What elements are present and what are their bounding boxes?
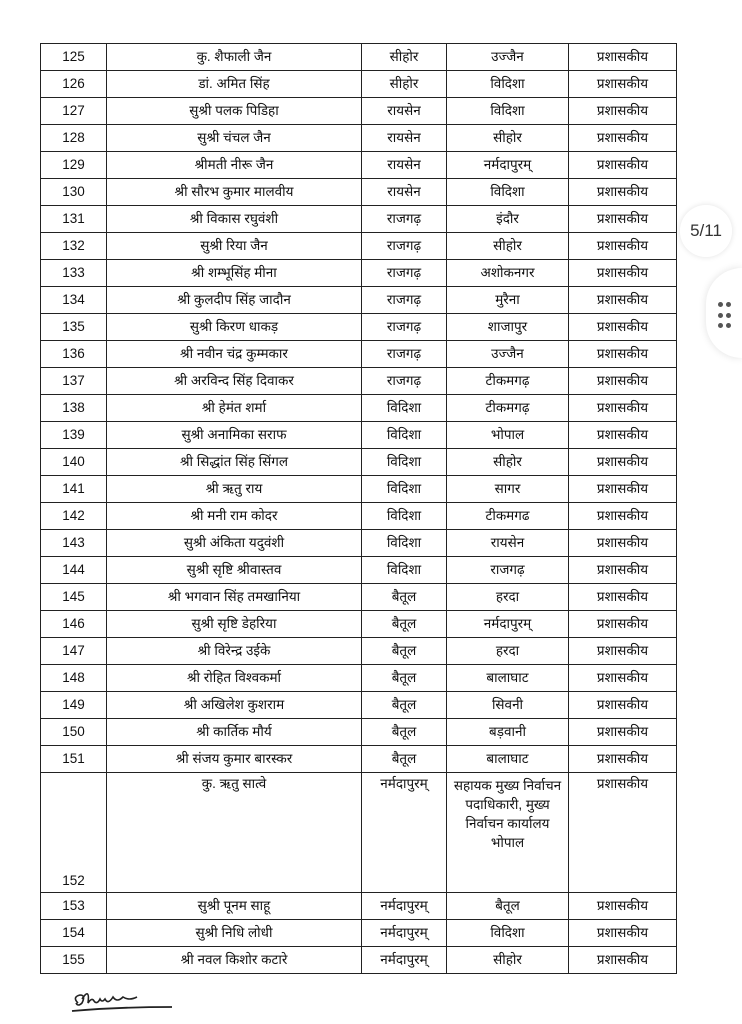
page-indicator: 5/11 xyxy=(680,205,732,257)
serial-number: 145 xyxy=(41,584,107,611)
current-district: रायसेन xyxy=(362,98,447,125)
current-district: विदिशा xyxy=(362,422,447,449)
serial-number: 138 xyxy=(41,395,107,422)
employee-name: सुश्री अनामिका सराफ xyxy=(107,422,362,449)
serial-number: 130 xyxy=(41,179,107,206)
transfer-district: रायसेन xyxy=(447,530,569,557)
current-district: विदिशा xyxy=(362,476,447,503)
serial-number: 151 xyxy=(41,746,107,773)
transfer-district: नर्मदापुरम् xyxy=(447,611,569,638)
table-row xyxy=(41,530,677,557)
employee-name: श्री कार्तिक मौर्य xyxy=(107,719,362,746)
employee-name: श्री सौरभ कुमार मालवीय xyxy=(107,179,362,206)
transfer-district: सीहोर xyxy=(447,233,569,260)
serial-number: 153 xyxy=(41,893,107,920)
transfer-type: प्रशासकीय xyxy=(569,233,677,260)
serial-number: 125 xyxy=(41,44,107,71)
current-district: रायसेन xyxy=(362,179,447,206)
drag-dots-icon[interactable] xyxy=(718,302,732,330)
table-row xyxy=(41,665,677,692)
transfer-type: प्रशासकीय xyxy=(569,584,677,611)
current-district: राजगढ़ xyxy=(362,260,447,287)
signature xyxy=(68,985,176,1015)
transfer-district: विदिशा xyxy=(447,98,569,125)
table-row xyxy=(41,947,677,974)
employee-name: सुश्री पूनम साहू xyxy=(107,893,362,920)
current-district: नर्मदापुरम् xyxy=(362,893,447,920)
current-district: बैतूल xyxy=(362,746,447,773)
serial-number: 133 xyxy=(41,260,107,287)
transfer-type: प्रशासकीय xyxy=(569,638,677,665)
transfer-district: उज्जैन xyxy=(447,44,569,71)
transfer-district: टीकमगढ xyxy=(447,503,569,530)
current-district: नर्मदापुरम् xyxy=(362,773,447,893)
serial-number: 135 xyxy=(41,314,107,341)
serial-number: 128 xyxy=(41,125,107,152)
transfer-type: प्रशासकीय xyxy=(569,260,677,287)
transfer-type: प्रशासकीय xyxy=(569,503,677,530)
table-row xyxy=(41,611,677,638)
table-row xyxy=(41,395,677,422)
serial-number: 141 xyxy=(41,476,107,503)
transfer-district: विदिशा xyxy=(447,179,569,206)
serial-number: 148 xyxy=(41,665,107,692)
transfer-district: इंदौर xyxy=(447,206,569,233)
table-row xyxy=(41,260,677,287)
table-row xyxy=(41,584,677,611)
transfer-district: बड़वानी xyxy=(447,719,569,746)
transfer-type: प्रशासकीय xyxy=(569,179,677,206)
current-district: सीहोर xyxy=(362,44,447,71)
current-district: विदिशा xyxy=(362,449,447,476)
transfer-type: प्रशासकीय xyxy=(569,692,677,719)
table-row xyxy=(41,773,677,893)
current-district: राजगढ़ xyxy=(362,206,447,233)
table-row xyxy=(41,692,677,719)
serial-number: 129 xyxy=(41,152,107,179)
transfer-type: प्रशासकीय xyxy=(569,530,677,557)
current-district: बैतूल xyxy=(362,584,447,611)
serial-number: 144 xyxy=(41,557,107,584)
table-row xyxy=(41,557,677,584)
transfer-type: प्रशासकीय xyxy=(569,98,677,125)
transfer-type: प्रशासकीय xyxy=(569,773,677,893)
employee-name: कु. शैफाली जैन xyxy=(107,44,362,71)
employee-name: श्री अरविन्द सिंह दिवाकर xyxy=(107,368,362,395)
current-district: बैतूल xyxy=(362,692,447,719)
transfer-type: प्रशासकीय xyxy=(569,947,677,974)
employee-name: श्री कुलदीप सिंह जादौन xyxy=(107,287,362,314)
serial-number: 147 xyxy=(41,638,107,665)
table-row xyxy=(41,503,677,530)
transfer-district: उज्जैन xyxy=(447,341,569,368)
serial-number: 150 xyxy=(41,719,107,746)
employee-name: श्री शम्भूसिंह मीना xyxy=(107,260,362,287)
serial-number: 154 xyxy=(41,920,107,947)
employee-name: श्री नवीन चंद्र कुम्मकार xyxy=(107,341,362,368)
transfer-type: प्रशासकीय xyxy=(569,719,677,746)
transfer-type: प्रशासकीय xyxy=(569,368,677,395)
transfer-type: प्रशासकीय xyxy=(569,287,677,314)
transfer-type: प्रशासकीय xyxy=(569,611,677,638)
serial-number: 142 xyxy=(41,503,107,530)
table-row xyxy=(41,920,677,947)
transfer-district: बालाघाट xyxy=(447,746,569,773)
table-row xyxy=(41,179,677,206)
serial-number: 134 xyxy=(41,287,107,314)
serial-number: 139 xyxy=(41,422,107,449)
table-row xyxy=(41,476,677,503)
current-district: बैतूल xyxy=(362,611,447,638)
serial-number: 146 xyxy=(41,611,107,638)
transfer-district: बालाघाट xyxy=(447,665,569,692)
employee-name: सुश्री चंचल जैन xyxy=(107,125,362,152)
transfer-district: सीहोर xyxy=(447,947,569,974)
serial-number: 143 xyxy=(41,530,107,557)
transfer-district: शाजापुर xyxy=(447,314,569,341)
current-district: विदिशा xyxy=(362,503,447,530)
current-district: नर्मदापुरम् xyxy=(362,947,447,974)
transfer-type: प्रशासकीय xyxy=(569,422,677,449)
transfer-district: सीहोर xyxy=(447,449,569,476)
serial-number: 131 xyxy=(41,206,107,233)
employee-name: सुश्री सृष्टि श्रीवास्तव xyxy=(107,557,362,584)
employee-name: श्री अखिलेश कुशराम xyxy=(107,692,362,719)
employee-name: सुश्री सृष्टि डेहरिया xyxy=(107,611,362,638)
transfer-district: अशोकनगर xyxy=(447,260,569,287)
serial-number: 149 xyxy=(41,692,107,719)
current-district: राजगढ़ xyxy=(362,314,447,341)
current-district: बैतूल xyxy=(362,665,447,692)
transfer-type: प्रशासकीय xyxy=(569,920,677,947)
employee-name: श्री रोहित विश्वकर्मा xyxy=(107,665,362,692)
employee-name: श्री ऋतु राय xyxy=(107,476,362,503)
transfer-type: प्रशासकीय xyxy=(569,71,677,98)
table-row xyxy=(41,893,677,920)
transfer-type: प्रशासकीय xyxy=(569,206,677,233)
transfer-type: प्रशासकीय xyxy=(569,341,677,368)
employee-name: श्री संजय कुमार बारस्कर xyxy=(107,746,362,773)
current-district: नर्मदापुरम् xyxy=(362,920,447,947)
table-row xyxy=(41,746,677,773)
transfer-type: प्रशासकीय xyxy=(569,44,677,71)
table-row xyxy=(41,287,677,314)
employee-name: श्री विरेन्द्र उईके xyxy=(107,638,362,665)
current-district: विदिशा xyxy=(362,395,447,422)
table-row xyxy=(41,719,677,746)
employee-name: श्री हेमंत शर्मा xyxy=(107,395,362,422)
employee-name: सुश्री रिया जैन xyxy=(107,233,362,260)
transfer-district: सागर xyxy=(447,476,569,503)
current-district: रायसेन xyxy=(362,125,447,152)
transfer-district: हरदा xyxy=(447,584,569,611)
transfer-district: मुरैना xyxy=(447,287,569,314)
table-row xyxy=(41,71,677,98)
current-district: विदिशा xyxy=(362,557,447,584)
transfer-type: प्रशासकीय xyxy=(569,152,677,179)
employee-name: श्री भगवान सिंह तमखानिया xyxy=(107,584,362,611)
transfer-type: प्रशासकीय xyxy=(569,746,677,773)
employee-name: सुश्री पलक पिडिहा xyxy=(107,98,362,125)
transfer-type: प्रशासकीय xyxy=(569,557,677,584)
current-district: बैतूल xyxy=(362,719,447,746)
employee-name: सुश्री अंकिता यदुवंशी xyxy=(107,530,362,557)
table-row xyxy=(41,125,677,152)
employee-name: कु. ऋतु सात्वे xyxy=(107,773,362,893)
employee-name: श्री मनी राम कोदर xyxy=(107,503,362,530)
transfer-table xyxy=(40,43,677,974)
table-row xyxy=(41,44,677,71)
transfer-type: प्रशासकीय xyxy=(569,395,677,422)
table-row xyxy=(41,638,677,665)
transfer-district: सहायक मुख्य निर्वाचन पदाधिकारी, मुख्य निर्वाचन कार्यालय भोपाल xyxy=(447,773,569,893)
table-row xyxy=(41,341,677,368)
transfer-district: बैतूल xyxy=(447,893,569,920)
transfer-type: प्रशासकीय xyxy=(569,125,677,152)
transfer-type: प्रशासकीय xyxy=(569,314,677,341)
transfer-district: भोपाल xyxy=(447,422,569,449)
table-row xyxy=(41,98,677,125)
transfer-district: राजगढ़ xyxy=(447,557,569,584)
serial-number: 155 xyxy=(41,947,107,974)
table-row xyxy=(41,233,677,260)
transfer-type: प्रशासकीय xyxy=(569,476,677,503)
transfer-type: प्रशासकीय xyxy=(569,893,677,920)
transfer-district: नर्मदापुरम् xyxy=(447,152,569,179)
table-row xyxy=(41,152,677,179)
employee-name: सुश्री किरण धाकड़ xyxy=(107,314,362,341)
employee-name: श्री विकास रघुवंशी xyxy=(107,206,362,233)
serial-number: 126 xyxy=(41,71,107,98)
employee-name: श्री नवल किशोर कटारे xyxy=(107,947,362,974)
current-district: राजगढ़ xyxy=(362,341,447,368)
current-district: विदिशा xyxy=(362,530,447,557)
serial-number: 132 xyxy=(41,233,107,260)
table-row xyxy=(41,206,677,233)
transfer-type: प्रशासकीय xyxy=(569,665,677,692)
employee-name: डां. अमित सिंह xyxy=(107,71,362,98)
current-district: सीहोर xyxy=(362,71,447,98)
employee-name: सुश्री निधि लोधी xyxy=(107,920,362,947)
serial-number: 136 xyxy=(41,341,107,368)
serial-number: 152 xyxy=(41,773,107,893)
table-row xyxy=(41,422,677,449)
transfer-district: टीकमगढ़ xyxy=(447,395,569,422)
employee-name: श्री सिद्धांत सिंह सिंगल xyxy=(107,449,362,476)
transfer-district: विदिशा xyxy=(447,920,569,947)
current-district: राजगढ़ xyxy=(362,287,447,314)
transfer-district: सिवनी xyxy=(447,692,569,719)
current-district: बैतूल xyxy=(362,638,447,665)
serial-number: 140 xyxy=(41,449,107,476)
serial-number: 137 xyxy=(41,368,107,395)
employee-name: श्रीमती नीरू जैन xyxy=(107,152,362,179)
transfer-district: हरदा xyxy=(447,638,569,665)
transfer-district: सीहोर xyxy=(447,125,569,152)
serial-number: 127 xyxy=(41,98,107,125)
transfer-district: टीकमगढ़ xyxy=(447,368,569,395)
current-district: राजगढ़ xyxy=(362,368,447,395)
table-row xyxy=(41,314,677,341)
current-district: रायसेन xyxy=(362,152,447,179)
table-row xyxy=(41,449,677,476)
current-district: राजगढ़ xyxy=(362,233,447,260)
transfer-type: प्रशासकीय xyxy=(569,449,677,476)
table-row xyxy=(41,368,677,395)
transfer-district: विदिशा xyxy=(447,71,569,98)
